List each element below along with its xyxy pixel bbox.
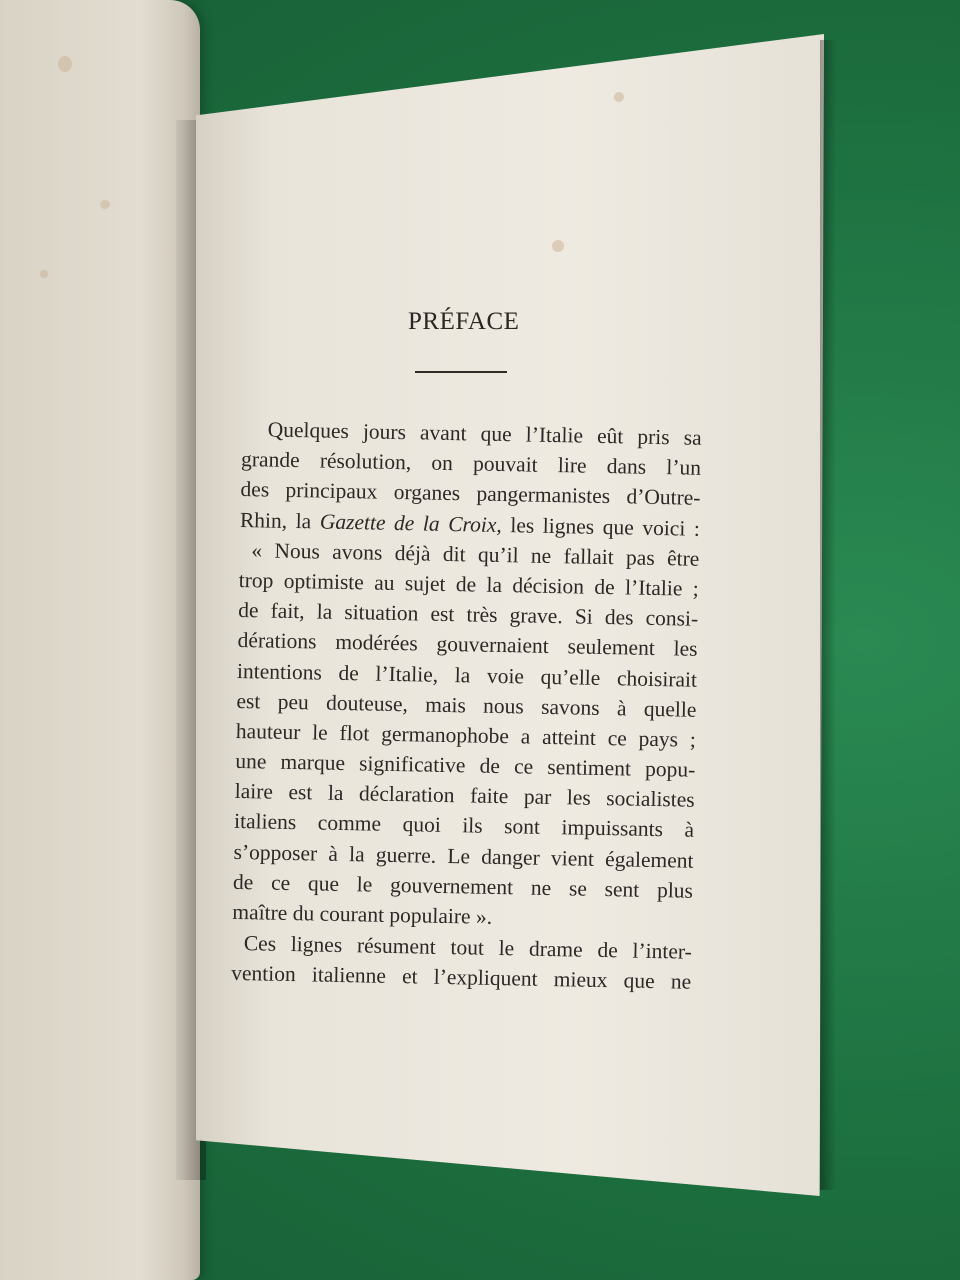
foxing-stain bbox=[614, 92, 624, 102]
text-line: vention italienne et l’expliquent mieux que ne bbox=[231, 961, 692, 995]
foxing-stain bbox=[40, 270, 48, 278]
text-line: hauteur le flot germanophobe a atteint ce pays ; bbox=[235, 718, 697, 752]
text-line: de fait, la situation est très grave. Si des consi- bbox=[238, 598, 699, 631]
text-line: Quelques jours avant que l’Italie eût pris sa bbox=[267, 417, 702, 450]
text-line-start: Rhin, la bbox=[239, 507, 321, 534]
text-line: dérations modérées gouvernaient seulement les bbox=[237, 628, 698, 662]
text-line: maître du courant populaire ». bbox=[232, 899, 493, 929]
heading-rule bbox=[415, 371, 507, 373]
left-page bbox=[0, 0, 200, 1280]
text-line: « Nous avons déjà dit qu’il ne fallait pas être bbox=[251, 537, 700, 571]
page-heading: PRÉFACE bbox=[408, 308, 520, 335]
text-line: une marque significative de ce sentiment popu- bbox=[235, 749, 696, 782]
text-line: laire est la déclaration faite par les socialistes bbox=[234, 779, 695, 813]
foxing-stain bbox=[552, 240, 564, 252]
newspaper-title: Gazette de la Croix, bbox=[319, 509, 503, 537]
text-line: est peu douteuse, mais nous savons à quelle bbox=[236, 688, 697, 722]
text-line-end: les lignes que voici : bbox=[501, 512, 701, 541]
preface-body bbox=[231, 414, 702, 997]
text-line: grande résolution, on pouvait lire dans l’un bbox=[240, 447, 702, 481]
text-line: Ces lignes résument tout le drame de l’inter- bbox=[243, 931, 692, 964]
foxing-stain bbox=[58, 56, 72, 72]
text-line: s’opposer à la guerre. Le danger vient également bbox=[233, 839, 694, 873]
text-line: intentions de l’Italie, la voie qu’elle choisirait bbox=[236, 658, 698, 692]
text-line: de ce que le gouvernement ne se sent plus bbox=[232, 869, 694, 903]
text-line: des principaux organes pangermanistes d’Outre- bbox=[240, 477, 701, 511]
text-line: italiens comme quoi ils sont impuissants à bbox=[233, 809, 695, 843]
text-line: trop optimiste au sujet de la décision de l’Italie ; bbox=[238, 567, 699, 601]
foxing-stain bbox=[100, 200, 110, 209]
page-edge-shadow bbox=[820, 40, 836, 1190]
